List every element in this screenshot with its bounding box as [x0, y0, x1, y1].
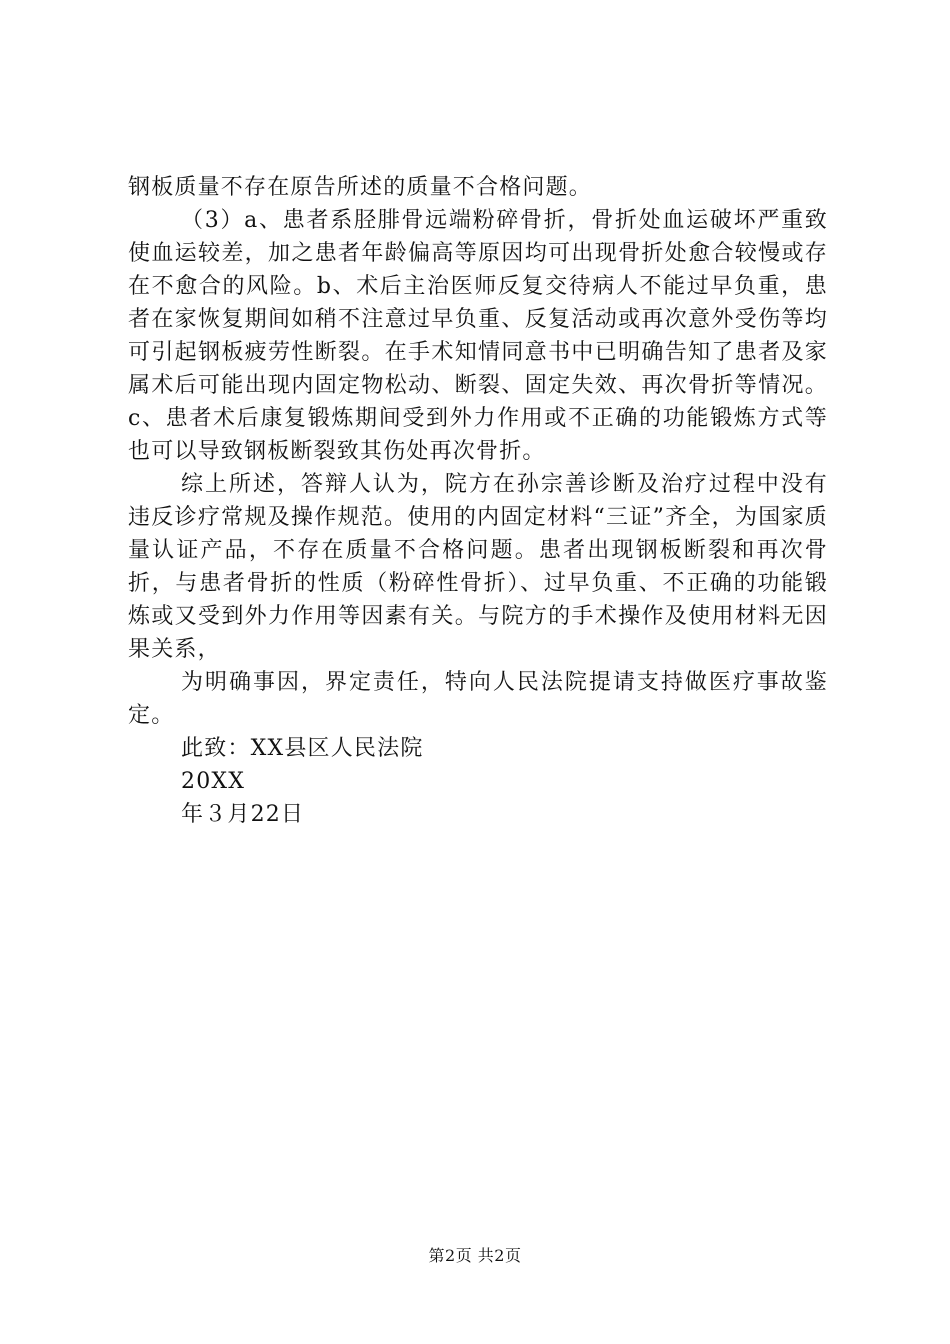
- paragraph-request: 为明确事因，界定责任，特向人民法院提请支持做医疗事故鉴定。: [128, 670, 828, 728]
- document-body: [128, 171, 828, 831]
- paragraph-item-3: （3）a、患者系胫腓骨远端粉碎骨折，骨折处血运破坏严重致使血运较差，加之患者年龄偏高等原因均可出现骨折处愈合较慢或存在不愈合的风险。b、术后主治医师反复交待病人不能过早负重，患者在家恢复期间如稍不注意过早负重、反复活动或再次意外受伤等均可引起钢板疲劳性断裂。在手术知情同意书中已明确告知了患者及家属术后可能出现内固定物松动、断裂、固定失效、再次骨折等情况。c、患者术后康复锻炼期间受到外力作用或不正确的功能锻炼方式等也可以导致钢板断裂致其伤处再次骨折。: [128, 208, 828, 464]
- page-footer: 第2页 共2页: [428, 1246, 522, 1265]
- signature-date: 年３月22日: [181, 802, 305, 827]
- addressee-line: 此致：XX县区人民法院: [181, 736, 424, 761]
- paragraph-summary: 综上所述，答辩人认为，院方在孙宗善诊断及治疗过程中没有违反诊疗常规及操作规范。使用的内固定材料“三证”齐全，为国家质量认证产品，不存在质量不合格问题。患者出现钢板断裂和再次骨折，与患者骨折的性质（粉碎性骨折）、过早负重、不正确的功能锻炼或又受到外力作用等因素有关。与院方的手术操作及使用材料无因果关系，: [128, 472, 828, 662]
- signature-year: 20XX: [181, 769, 246, 794]
- paragraph-continuation: 钢板质量不存在原告所述的质量不合格问题。: [128, 175, 593, 200]
